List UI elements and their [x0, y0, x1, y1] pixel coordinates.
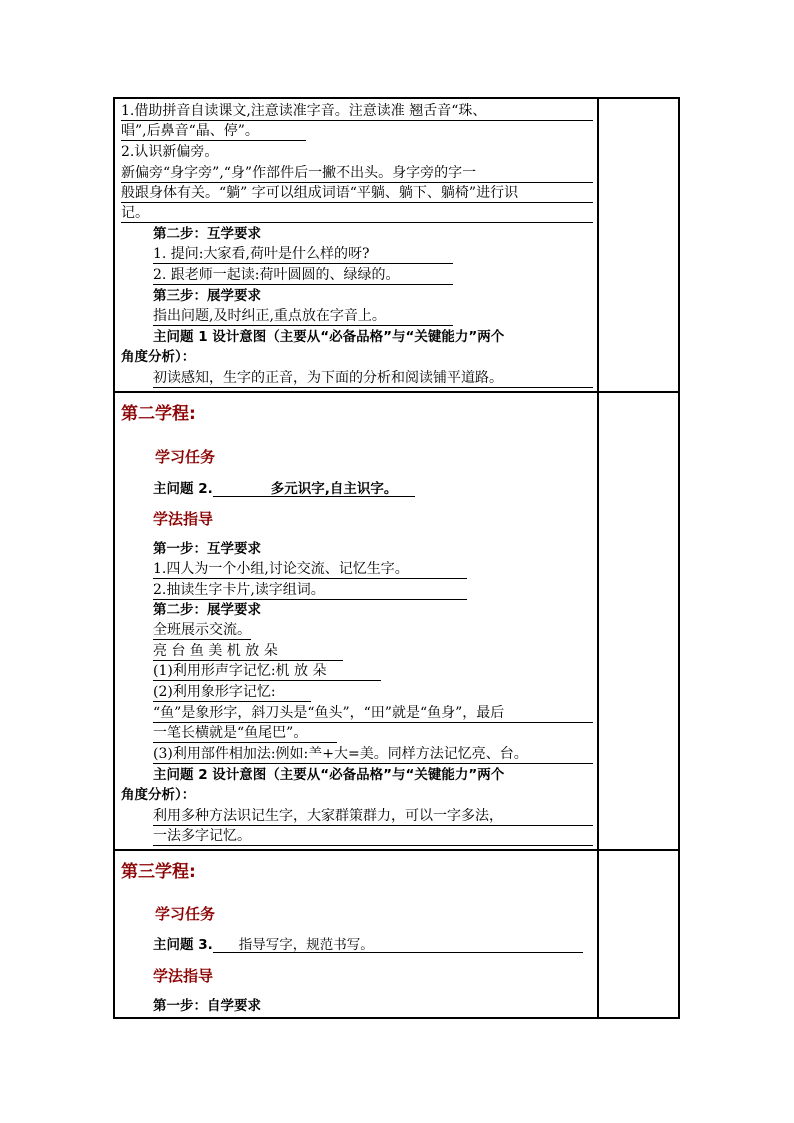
text-line: 全班展示交流。 [153, 622, 251, 638]
step-item: 2. 跟老师一起读:荷叶圆圆的、绿绿的。 [153, 267, 453, 285]
design-title: 角度分析）： [121, 349, 196, 365]
lesson-plan-table [113, 97, 680, 1019]
question-label: 主问题 3. [153, 937, 213, 953]
text-line: 一笔长横就是“鱼尾巴”。 [153, 725, 337, 743]
text-line: 记。 [121, 205, 593, 223]
design-text: 利用多种方法识记生字，大家群策群力，可以一字多法， [153, 808, 593, 826]
step-item: 指出问题,及时纠正,重点放在字音上。 [153, 308, 453, 326]
column-divider [597, 99, 599, 1017]
step-title: 第三步：展学要求 [153, 288, 261, 304]
stage-title: 第三学程: [121, 862, 196, 882]
text-line: (1)利用形声字记忆:机 放 朵 [153, 663, 381, 681]
step-item: 1. 提问:大家看,荷叶是什么样的呀? [153, 246, 453, 264]
text-line: “鱼”是象形字，斜刀头是“鱼头”，“田”就是“鱼身”，最后 [153, 705, 593, 723]
design-title: 角度分析）： [121, 787, 196, 803]
task-label: 学习任务 [155, 448, 216, 466]
design-text: 一法多字记忆。 [153, 828, 593, 846]
stage-title: 第二学程: [121, 404, 196, 424]
task-label: 学习任务 [155, 905, 216, 923]
step-item: 2.抽读生字卡片,读字组词。 [153, 582, 467, 600]
character-list: 亮 台 鱼 美 机 放 朵 [153, 643, 343, 661]
row-divider-1 [115, 391, 678, 393]
question-label: 主问题 2. [153, 481, 213, 497]
design-text: 初读感知，生字的正音，为下面的分析和阅读铺平道路。 [153, 370, 593, 388]
method-label: 学法指导 [153, 967, 214, 985]
row-divider-2 [115, 849, 678, 851]
method-label: 学法指导 [153, 510, 214, 528]
text-line: 2.认识新偏旁。 [121, 144, 219, 160]
text-line: 唱”,后鼻音“晶、停”。 [121, 123, 306, 141]
step-title: 第一步：自学要求 [153, 998, 261, 1014]
step-title: 第一步：互学要求 [153, 541, 261, 557]
question-text: 指导写字，规范书写。 [213, 937, 583, 953]
text-line: 1.借助拼音自读课文,注意读准字音。注意读准 翘舌音“珠、 [121, 103, 593, 121]
text-line: 般跟身体有关。“躺” 字可以组成词语“平躺、躺下、躺椅”进行识 [121, 185, 593, 203]
step-title: 第二步：互学要求 [153, 226, 261, 242]
design-title: 主问题 1 设计意图（主要从“必备品格”与“关键能力”两个 [153, 329, 505, 345]
text-line: (2)利用象形字记忆: [153, 684, 311, 702]
main-question [153, 481, 593, 498]
design-title: 主问题 2 设计意图（主要从“必备品格”与“关键能力”两个 [153, 767, 505, 783]
main-question [153, 937, 593, 954]
text-line: (3)利用部件相加法:例如:⺷+大=美。同样方法记忆亮、台。 [153, 746, 593, 764]
text-line: 新偏旁“身字旁”,“身”作部件后一撇不出头。身字旁的字一 [121, 165, 593, 183]
step-title: 第二步：展学要求 [153, 602, 261, 618]
question-text: 多元识字,自主识字。 [213, 481, 415, 497]
step-item: 1.四人为一个小组,讨论交流、记忆生字。 [153, 561, 467, 579]
